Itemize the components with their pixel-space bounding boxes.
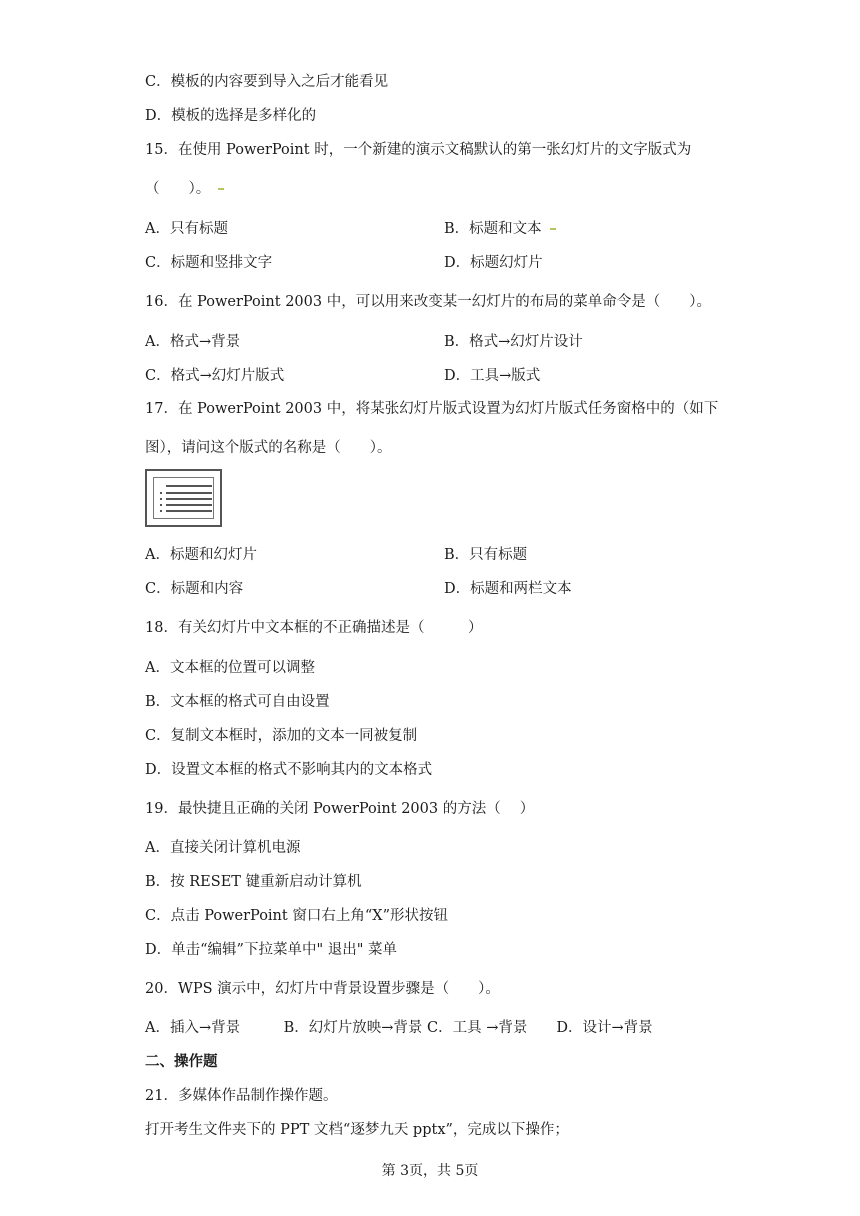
q18-option-d: D．设置文本框的格式不影响其内的文本格式: [145, 762, 433, 778]
question-17-cont: 图），请问这个版式的名称是（ ）。: [145, 440, 392, 456]
option-c-text: C．模板的内容要到导入之后才能看见: [145, 74, 389, 90]
q19-option-a: A．直接关闭计算机电源: [145, 840, 301, 856]
question-15: 15．在使用 PowerPoint 时，一个新建的演示文稿默认的第一张幻灯片的文字版式为: [145, 142, 692, 158]
slide-layout-icon: [145, 469, 222, 527]
question-17: 17．在 PowerPoint 2003 中，将某张幻灯片版式设置为幻灯片版式任务窗格中的（如下: [145, 401, 719, 417]
q17-option-d: D．标题和两栏文本: [444, 581, 572, 597]
q19-option-d: D．单击“编辑”下拉菜单中" 退出" 菜单: [145, 942, 398, 958]
q17-option-c: C．标题和内容: [145, 581, 244, 597]
q20-options: A．插入→背景 B．幻灯片放映→背景 C．工具 →背景 D．设计→背景: [145, 1020, 653, 1036]
option-d-text: D．模板的选择是多样化的: [145, 108, 317, 124]
q15-option-d: D．标题幻灯片: [444, 255, 543, 271]
q15-option-c: C．标题和竖排文字: [145, 255, 273, 271]
page-footer: 第 3页，共 5页: [381, 1163, 479, 1179]
q16-option-b: B．格式→幻灯片设计: [444, 334, 583, 350]
question-21: 21．多媒体作品制作操作题。: [145, 1088, 338, 1104]
q19-option-b: B．按 RESET 键重新启动计算机: [145, 874, 362, 890]
section-heading: 二、操作题: [145, 1053, 218, 1070]
q17-option-b: B．只有标题: [444, 547, 528, 563]
question-15-blank: （ ）。: [145, 179, 224, 199]
question-19: 19．最快捷且正确的关闭 PowerPoint 2003 的方法（ ）: [145, 801, 535, 817]
q16-option-c: C．格式→幻灯片版式: [145, 368, 285, 384]
q18-option-b: B．文本框的格式可自由设置: [145, 694, 330, 710]
question-20: 20．WPS 演示中，幻灯片中背景设置步骤是（ ）。: [145, 981, 500, 997]
q15-option-a: A．只有标题: [145, 221, 228, 237]
question-18: 18．有关幻灯片中文本框的不正确描述是（ ）: [145, 620, 483, 636]
question-16: 16．在 PowerPoint 2003 中，可以用来改变某一幻灯片的布局的菜单命令是（ ）。: [145, 294, 711, 310]
question-21-instruction: 打开考生文件夹下的 PPT 文档“逐梦九天 pptx”，完成以下操作；: [145, 1122, 569, 1138]
q17-option-a: A．标题和幻灯片: [145, 547, 257, 563]
q18-option-c: C．复制文本框时，添加的文本一同被复制: [145, 728, 418, 744]
q15-option-b: B．标题和文本: [444, 219, 556, 239]
q16-option-d: D．工具→版式: [444, 368, 541, 384]
q16-option-a: A．格式→背景: [145, 334, 241, 350]
q18-option-a: A．文本框的位置可以调整: [145, 660, 315, 676]
q19-option-c: C．点击 PowerPoint 窗口右上角“X”形状按钮: [145, 908, 448, 924]
